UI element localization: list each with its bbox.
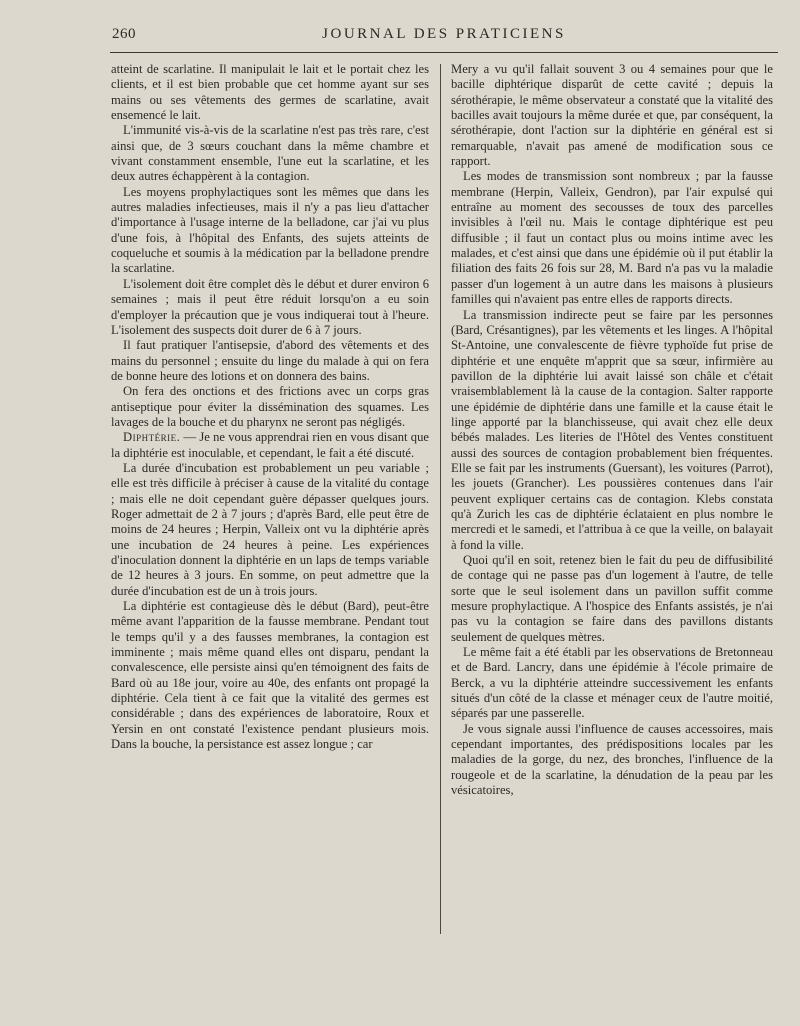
- paragraph-text: Quoi qu'il en soit, retenez bien le fait du peu de diffusibilité de contage qui ne passe pas d'un logement à l'autre, de telle sorte que le seul isolement dans un pavillon suffit comme mesure prophylactique. A l'hospice des Enfants assistés, je n'ai pas vu la contagion se faire dans des pavillons distants seulement de quelques mètres.: [451, 553, 773, 644]
- paragraph-text: L'isolement doit être complet dès le début et durer environ 6 semaines ; mais il peut être réduit lorsqu'on a eu soin d'employer la précaution que je vous indiquerai tout à l'heure. L'isolement des suspects doit durer de 6 à 7 jours.: [111, 276, 429, 337]
- section-lead: Diphtérie.: [123, 430, 181, 445]
- paragraph: [111, 338, 429, 384]
- paragraph: [111, 461, 429, 599]
- paragraph: [111, 384, 429, 430]
- left-column: [111, 62, 429, 752]
- paragraph-text: Mery a vu qu'il fallait souvent 3 ou 4 semaines pour que le bacille diphtérique disparût de cette cavité ; depuis la sérothérapie, le même observateur a constaté que la vitalité des bacilles avait toujours la même durée et que, par conséquent, la sérothérapie, dont l'action sur la diphtérie en général est si remarquable, n'avait pas amené de modification sous ce rapport.: [451, 62, 773, 169]
- paragraph-text: Je vous signale aussi l'influence de causes accessoires, mais cependant importantes, des prédispositions locales par les maladies de la gorge, du nez, des bronches, l'influence de la rougeole et de la scarlatine, la dénudation de la peau par les vésicatoires,: [451, 721, 773, 798]
- paragraph-text: Les modes de transmission sont nombreux ; par la fausse membrane (Herpin, Valleix, Gendron), par l'air expulsé qui entraîne au moment des secousses de toux des parcelles invisibles à l'œil nu. Mais le contage diphtérique est peu diffusible ; il faut un contact plus ou moins intime avec les malades, et c'est ainsi que dans une épidémie où il put établir la filiation des faits 26 fois sur 28, M. Bard n'a pas vu la maladie passer d'un logement à un autre dans les maisons à plusieurs familles qui n'avaient pas entre elles de rapports directs.: [451, 169, 773, 307]
- paragraph: [111, 599, 429, 752]
- paragraph: [111, 123, 429, 184]
- paragraph: [451, 169, 773, 307]
- page-number: 260: [112, 26, 136, 42]
- header-rule: [110, 52, 778, 53]
- paragraph-text: — Je ne vous apprendrai rien en vous disant que la diphtérie est inoculable, et cependant, le fait a été discuté.: [111, 430, 429, 460]
- paragraph-text: L'immunité vis-à-vis de la scarlatine n'est pas très rare, c'est ainsi que, de 3 sœurs couchant dans la même chambre et vivant constamment ensemble, l'une eut la scarlatine, et les deux autres échappèrent à la contagion.: [111, 123, 429, 184]
- paragraph: [451, 553, 773, 645]
- paragraph: [111, 277, 429, 338]
- paragraph: [451, 722, 773, 799]
- paragraph: [111, 185, 429, 277]
- paragraph-text: atteint de scarlatine. Il manipulait le lait et le portait chez les clients, et il est bien probable que cet homme ayant sur ses mains ou ses vêtements des germes de scarlatine, avait ensemencé le lait.: [111, 62, 429, 123]
- paragraph: [451, 645, 773, 722]
- paragraph-text: La diphtérie est contagieuse dès le début (Bard), peut-être même avant l'apparition de la fausse membrane. Pendant tout le temps qu'il y a des fausses membranes, la contagion est imminente ; mais même quand elles ont disparu, pendant la convalescence, elle persiste ainsi qu'en témoignent des faits de Bard où au 18e jour, voire au 40e, des enfants ont propagé la diphtérie. Cela tient à ce fait que la vitalité des germes est considérable ; dans des expériences de laboratoire, Roux et Yersin en ont constaté l'existence pendant plusieurs mois. Dans la bouche, la persistance est assez longue ; car: [111, 599, 429, 752]
- paragraph: [111, 430, 429, 461]
- paragraph: [451, 308, 773, 554]
- paragraph-text: La transmission indirecte peut se faire par les personnes (Bard, Crésantignes), par les vêtements et les linges. A l'hôpital St-Antoine, une convalescente de fièvre typhoïde fut prise de diphtérie et une enquête m'apprit que sa sœur, infirmière au pavillon de la diphtérie lui avait laissé son châle et c'était vraisemblablement là la cause de la contagion. Salter rapporte une épidémie de diphtérie dans une famille et la cause était le linge apporté par la blanchisseuse, qui avait chez elle deux bébés malades. Les literies de l'Hôtel des Ventes constituent aussi des sources de contagion probablement bien fréquentes. Elle se fait par les instruments (Guersant), les voitures (Parrot), les jouets (Grancher). Les poussières contenues dans l'air peuvent expliquer certains cas de contagion. Klebs constata qu'à Zurich les cas de diphtérie éclataient en plus nombre le mercredi et le samedi, et l'attribua à ce que la veille, on balayait à fond la ville.: [451, 307, 773, 552]
- column-divider: [440, 64, 441, 934]
- running-head: JOURNAL DES PRATICIENS: [322, 26, 566, 42]
- paragraph-text: On fera des onctions et des frictions avec un corps gras antiseptique pour éviter la dissémination des squames. Les lavages de la bouche et du pharynx ne seront pas négligés.: [111, 384, 429, 429]
- paragraph-text: La durée d'incubation est probablement un peu variable ; elle est très difficile à préciser à cause de la vitalité du contage ; mais elle ne doit cependant guère dépasser quelques jours. Roger admettait de 2 à 7 jours ; d'après Bard, elle peut être de moins de 24 heures ; Herpin, Valleix ont vu la diphtérie après une incubation de 24 heures à peine. Les expériences d'inoculation donnent la diphtérie en un laps de temps variable de 12 heures à 3 jours. En somme, on peut admettre que la durée d'incubation est de un à trois jours.: [111, 460, 429, 598]
- paragraph-text: Il faut pratiquer l'antisepsie, d'abord des vêtements et des mains du personnel ; ensuite du linge du malade à qui on fera de bonne heure des lotions et on donnera des bains.: [111, 338, 429, 383]
- paragraph: [111, 62, 429, 123]
- paragraph-text: Les moyens prophylactiques sont les mêmes que dans les autres maladies infectieuses, mais il n'y a pas lieu d'attacher d'importance à l'usage interne de la belladone, car j'ai vu plus d'une fois, à l'hôpital des Enfants, des sujets atteints de coqueluche et soumis à la médication par la belladone prendre la scarlatine.: [111, 184, 429, 276]
- paragraph-text: Le même fait a été établi par les observations de Bretonneau et de Bard. Lancry, dans une épidémie à l'école primaire de Berck, a vu la diphtérie atteindre successivement les enfants situés d'un côté de la classe et ménager ceux de l'autre moitié, séparés par une passerelle.: [451, 645, 773, 721]
- paragraph: [451, 62, 773, 169]
- page-header: [112, 26, 776, 48]
- right-column: [451, 62, 773, 799]
